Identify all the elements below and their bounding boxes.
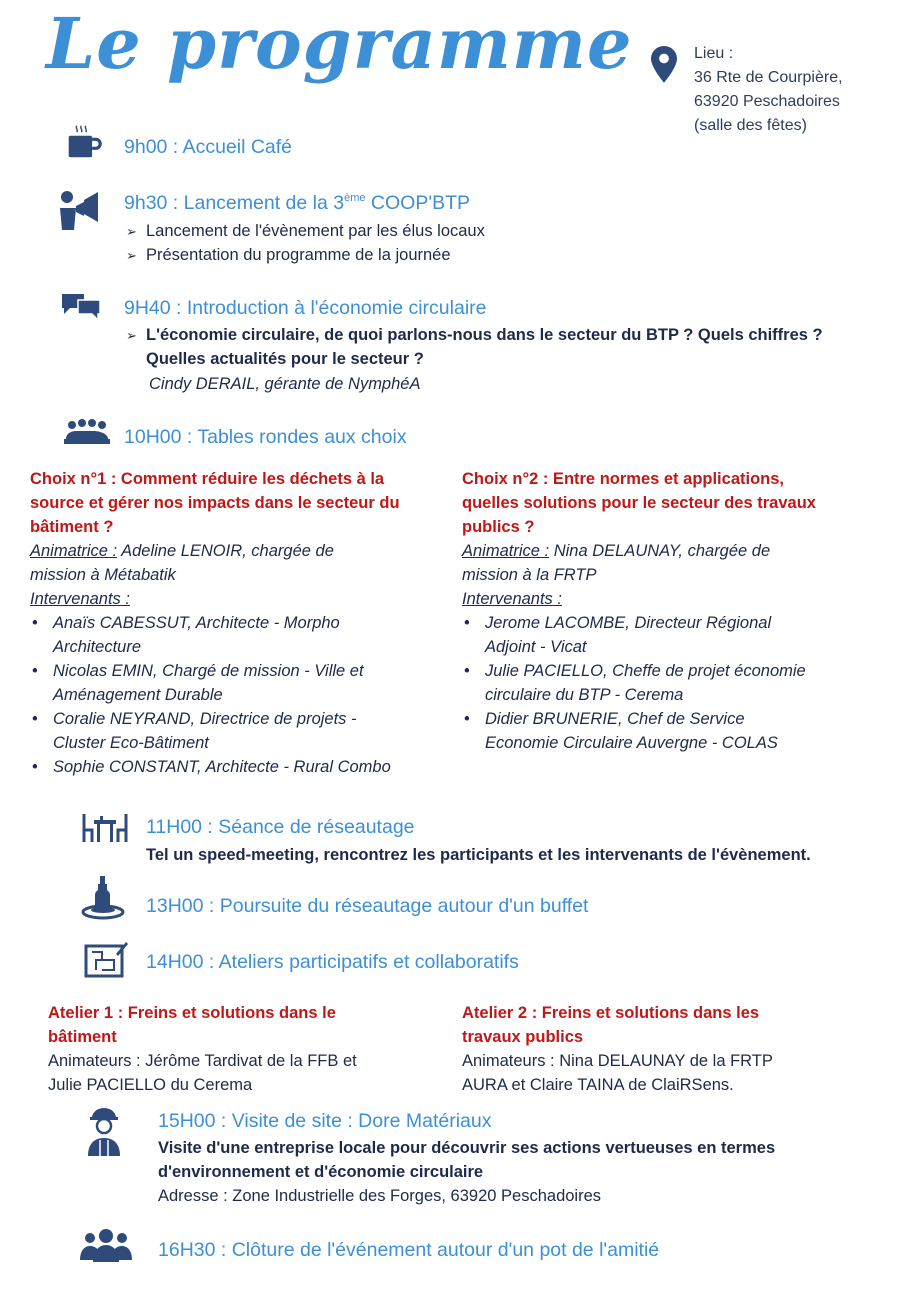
time-buffet: 13H00 : Poursuite du réseautage autour d'un buffet (146, 895, 589, 917)
animateurs-line: Animateurs : Nina DELAUNAY de la FRTP (462, 1052, 773, 1070)
time-intro: 9H40 : Introduction à l'économie circulaire (124, 297, 487, 319)
time-ateliers: 14H00 : Ateliers participatifs et collaboratifs (146, 951, 519, 973)
speech-bubbles-icon (60, 292, 102, 322)
time-reseautage: 11H00 : Séance de réseautage (146, 816, 415, 838)
speaker-list (30, 611, 450, 779)
animateurs-line: AURA et Claire TAINA de ClaiRSens. (462, 1076, 734, 1094)
address-line: (salle des fêtes) (694, 117, 807, 134)
choix-title-line: source et gérer nos impacts dans le secteur du (30, 494, 400, 512)
page-title: Le programme (46, 2, 633, 85)
list-item: • Jerome LACOMBE, Directeur Régional Adjoint - Vicat (462, 611, 887, 659)
coffee-cup-icon (64, 124, 104, 160)
list-item: ➢ Présentation du programme de la journée (126, 246, 451, 264)
description: Tel un speed-meeting, rencontrez les participants et les intervenants de l'évènement. (146, 846, 811, 864)
choix-title-line: bâtiment ? (30, 518, 114, 536)
group-people-icon (80, 1228, 132, 1262)
animatrice-label: Animatrice : (462, 542, 550, 560)
choix-2-column (462, 467, 887, 755)
list-item: • Coralie NEYRAND, Directrice de projets - Cluster Eco-Bâtiment (30, 707, 450, 755)
address-line: 36 Rte de Courpière, (694, 69, 843, 86)
list-item: • Julie PACIELLO, Cheffe de projet économie circulaire du BTP - Cerema (462, 659, 887, 707)
atelier-title-line: Atelier 1 : Freins et solutions dans le (48, 1004, 336, 1022)
location-label: Lieu : (694, 45, 734, 62)
time-tables: 10H00 : Tables rondes aux choix (124, 426, 407, 448)
choix-title-line: quelles solutions pour le secteur des travaux (462, 494, 816, 512)
time-lancement: 9h30 : Lancement de la 3ème COOP'BTP (124, 192, 470, 214)
blueprint-plan-icon (84, 940, 128, 978)
worker-helmet-icon (84, 1106, 124, 1158)
description: d'environnement et d'économie circulaire (158, 1163, 484, 1181)
animateurs-line: Julie PACIELLO du Cerema (48, 1076, 253, 1094)
speaker-list (462, 611, 887, 755)
animatrice-label: Animatrice : (30, 542, 118, 560)
choix-1-column (30, 467, 450, 779)
choix-title-line: Choix n°1 : Comment réduire les déchets à la (30, 470, 385, 488)
list-item: • Sophie CONSTANT, Architecte - Rural Combo (30, 755, 450, 779)
round-table-meeting-icon (64, 419, 110, 449)
animatrice-name: mission à Métabatik (30, 566, 176, 584)
site-address: Adresse : Zone Industrielle des Forges, 63920 Peschadoires (158, 1187, 602, 1205)
location-block (694, 42, 843, 138)
animatrice-name: Nina DELAUNAY, chargée de (549, 542, 771, 560)
animatrice-name: Adeline LENOIR, chargée de (117, 542, 334, 560)
time-cloture: 16H30 : Clôture de l'événement autour d'un pot de l'amitié (158, 1239, 660, 1261)
address-line: 63920 Peschadoires (694, 93, 840, 110)
atelier-2-column (462, 1001, 887, 1097)
atelier-title-line: travaux publics (462, 1028, 584, 1046)
choix-title-line: Choix n°2 : Entre normes et applications, (462, 470, 784, 488)
list-item: • Anaïs CABESSUT, Architecte - Morpho Architecture (30, 611, 450, 659)
atelier-title-line: Atelier 2 : Freins et solutions dans les (462, 1004, 760, 1022)
food-plate-bottle-icon (80, 876, 126, 920)
intervenants-label: Intervenants : (30, 590, 130, 608)
intervenants-label: Intervenants : (462, 590, 562, 608)
animateurs-line: Animateurs : Jérôme Tardivat de la FFB et (48, 1052, 357, 1070)
speaker-name: Cindy DERAIL, gérante de NymphéA (149, 375, 421, 393)
tables-chairs-icon (82, 812, 128, 846)
atelier-1-column (48, 1001, 453, 1097)
list-item: • Nicolas EMIN, Chargé de mission - Ville et Aménagement Durable (30, 659, 450, 707)
location-pin-icon (651, 46, 677, 82)
time-visite: 15H00 : Visite de site : Dore Matériaux (158, 1110, 492, 1132)
animatrice-name: mission à la FRTP (462, 566, 597, 584)
description: Visite d'une entreprise locale pour découvrir ses actions vertueuses en termes (158, 1139, 776, 1157)
time-accueil: 9h00 : Accueil Café (124, 136, 293, 158)
atelier-title-line: bâtiment (48, 1028, 117, 1046)
megaphone-speaker-icon (58, 188, 102, 230)
list-item: ➢ Lancement de l'évènement par les élus locaux (126, 222, 485, 240)
choix-title-line: publics ? (462, 518, 535, 536)
list-item: ➢ L'économie circulaire, de quoi parlons-nous dans le secteur du BTP ? Quels chiffres ? (126, 326, 823, 344)
list-item-continuation: Quelles actualités pour le secteur ? (146, 350, 424, 368)
list-item: • Didier BRUNERIE, Chef de Service Economie Circulaire Auvergne - COLAS (462, 707, 887, 755)
